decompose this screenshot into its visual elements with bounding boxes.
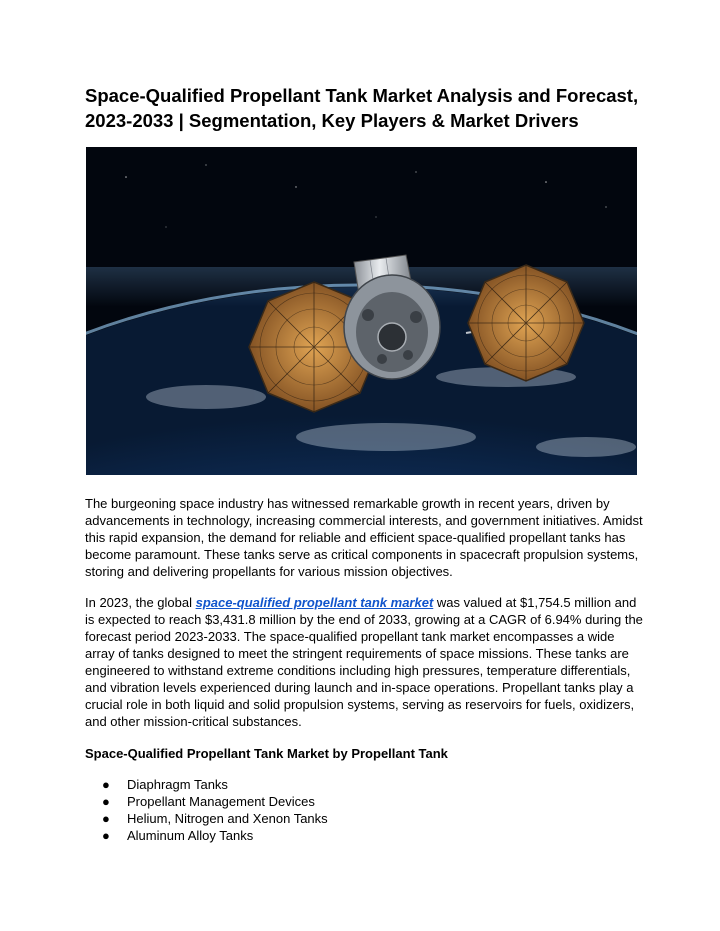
list-item-label: Diaphragm Tanks <box>127 777 228 792</box>
list-item-label: Aluminum Alloy Tanks <box>127 828 254 843</box>
bullet-icon: ● <box>102 777 110 792</box>
list-item <box>85 827 328 844</box>
list-item <box>85 810 328 827</box>
market-report-link[interactable]: space-qualified propellant tank market <box>195 595 434 610</box>
propellant-tank-list <box>85 776 328 844</box>
bullet-icon: ● <box>102 828 110 843</box>
satellite-over-earth-illustration <box>86 147 637 475</box>
bullet-icon: ● <box>102 794 110 809</box>
hero-image <box>86 147 637 475</box>
list-item-label: Helium, Nitrogen and Xenon Tanks <box>127 811 328 826</box>
page-title: Space-Qualified Propellant Tank Market Analysis and Forecast, 2023-2033 | Segmentation, Key Players & Market Drivers <box>85 85 639 131</box>
bullet-icon: ● <box>102 811 110 826</box>
list-item <box>85 793 328 810</box>
market-paragraph <box>85 594 645 730</box>
list-item-label: Propellant Management Devices <box>127 794 315 809</box>
market-paragraph-intro: In 2023, the global <box>85 595 196 610</box>
intro-paragraph: The burgeoning space industry has witnessed remarkable growth in recent years, driven by advancements in technology, increasing commercial interests, and government initiatives. Amidst this rapid expansion, the demand for reliable and efficient space-qualified propellant tanks has become paramount. These tanks serve as critical components in spacecraft propulsion systems, storing and delivering propellants for various mission objectives. <box>85 496 643 579</box>
market-paragraph-body: was valued at $1,754.5 million and is expected to reach $3,431.8 million by the end of 2033, growing at a CAGR of 6.94% during the forecast period 2023-2033. The space-qualified propellant tank market encompasses a wide array of tanks designed to meet the stringent requirements of space missions. These tanks are engineered to withstand extreme conditions including high pressures, temperature differentials, and vibration levels experienced during launch and in-space operations. Propellant tanks play a crucial role in both liquid and solid propulsion systems, serving as reservoirs for fuels, oxidizers, and other mission-critical substances. <box>85 595 643 729</box>
list-item <box>85 776 328 793</box>
section-heading: Space-Qualified Propellant Tank Market by Propellant Tank <box>85 746 448 761</box>
